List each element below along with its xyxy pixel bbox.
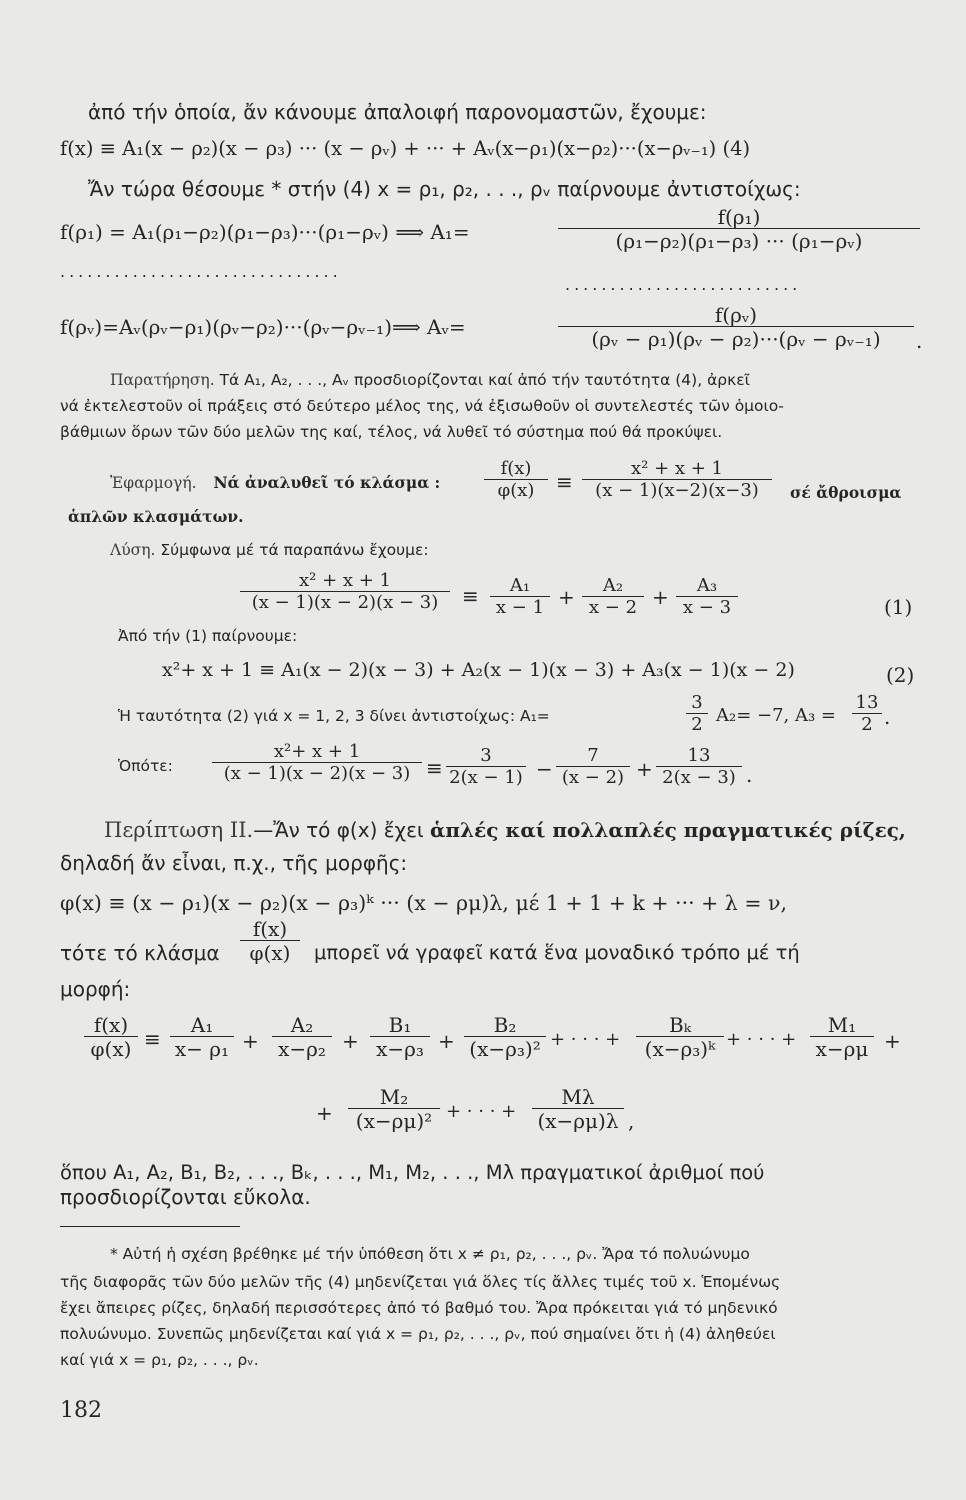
application-text: ἁπλῶν κλασμάτων. [68,507,244,526]
fraction-numerator: x² + x + 1 [630,458,724,479]
plus-sign: + [438,1029,455,1053]
fraction-a3 [676,576,738,618]
case-text: —Ἄν τό φ(x) ἔχει [253,818,424,842]
plus-sign: + [884,1029,901,1053]
fraction-numerator: 7 [587,745,599,766]
fraction-numerator: f(ρᵥ) [714,303,758,327]
equation-av: f(ρᵥ)=Aᵥ(ρᵥ−ρ₁)(ρᵥ−ρ₂)···(ρᵥ−ρᵥ₋₁)⟹ Aᵥ= [60,315,466,339]
text-line: προσδιορίζονται εὔκολα. [60,1185,311,1209]
fraction-numerator: f(ρ₁) [717,205,761,229]
fraction-numerator: 3 [480,745,492,766]
fraction-denominator: (x − 1)(x − 2)(x − 3) [240,591,450,613]
fraction-f-over-phi [240,918,300,964]
remark-line: νά ἐκτελεστοῦν οἱ πράξεις στό δεύτερο μέλος της, νά ἐξισωθοῦν οἱ συντελεστές τῶν ὁμοιο- [60,397,784,415]
fraction-denominator: (x−ρμ)λ [532,1108,624,1132]
fraction-term [656,746,742,788]
fraction-denominator: 2(x − 1) [446,766,526,788]
fraction-numerator: f(x) [500,458,532,479]
equiv-sign: ≡ [462,584,479,608]
fraction-a1 [558,206,920,252]
fraction-numerator: A₃ [696,575,718,596]
page-number: 182 [60,1398,102,1423]
fraction-denominator: x− ρ₁ [170,1036,234,1060]
case-line [104,818,906,842]
fraction-numerator: 13 [687,745,711,766]
fraction-numerator: Bₖ [669,1013,691,1037]
ellipsis-row: ............................... [60,262,342,281]
fraction-denominator: φ(x) [240,940,300,964]
ellipsis-row: .......................... [565,275,802,294]
fraction-numerator: 13 [855,692,879,713]
fraction-term [446,746,526,788]
fraction-numerator: f(x) [93,1013,129,1037]
fraction-lhs [240,571,450,613]
equation-4: f(x) ≡ A₁(x − ρ₂)(x − ρ₃) ··· (x − ρᵥ) + ··· + Aᵥ(x−ρ₁)(x−ρ₂)···(x−ρᵥ₋₁) (4) [60,137,751,160]
fraction-denominator: (x − 1)(x−2)(x−3) [582,479,772,501]
application-tail: σέ ἄθροισμα [790,483,902,502]
fraction-term [272,1014,332,1060]
application-line [110,474,440,493]
comma: , [628,1109,635,1133]
case-heading: Περίπτωση ΙΙ. [104,818,254,842]
application-heading: Ἐφαρμογή. [110,474,197,492]
fraction-denominator: (ρᵥ − ρ₁)(ρᵥ − ρ₂)···(ρᵥ − ρᵥ₋₁) [558,326,914,350]
ellipsis-plus: + · · · + [726,1029,797,1050]
fraction-numerator: A₂ [290,1013,314,1037]
fraction-term [532,1086,624,1132]
text-line: μπορεῖ νά γραφεῖ κατά ἕνα μοναδικό τρόπο μέ τή [314,941,800,964]
remark-text: Τά A₁, A₂, . . ., Aᵥ προσδιορίζονται καί ἀπό τήν ταυτότητα (4), ἀρκεῖ [219,371,750,389]
fraction-denominator: 2 [852,713,882,735]
fraction-term [170,1014,234,1060]
fraction-numerator: B₁ [388,1013,412,1037]
fraction-denominator: φ(x) [84,1036,138,1060]
fraction-denominator: x−ρ₂ [272,1036,332,1060]
fraction-denominator: x − 3 [676,596,738,618]
text-line: A₂= −7, A₃ = [716,705,837,726]
equation-tag: (2) [886,663,915,687]
text-line: δηλαδή ἄν εἶναι, π.χ., τῆς μορφῆς: [60,851,408,875]
solution-text: Σύμφωνα μέ τά παραπάνω ἔχουμε: [160,541,429,559]
fraction-numerator: f(x) [252,917,288,941]
fraction-denominator: (x − 1)(x − 2)(x − 3) [212,762,422,784]
plus-sign: + [342,1029,359,1053]
text-line: ὅπου A₁, A₂, B₁, B₂, . . ., Bₖ, . . ., M₁, M₂, . . ., Mλ πραγματικοί ἀριθμοί πού [60,1161,765,1184]
fraction-term [370,1014,430,1060]
fraction-a2 [582,576,644,618]
equation-a1: f(ρ₁) = A₁(ρ₁−ρ₂)(ρ₁−ρ₃)···(ρ₁−ρᵥ) ⟹ A₁= [60,220,470,244]
period: . [746,763,753,787]
fraction-f-over-phi [484,459,548,501]
fraction-term [464,1014,546,1060]
footnote-separator [60,1226,240,1227]
ellipsis-plus: + · · · + [550,1029,621,1050]
fraction-denominator: (ρ₁−ρ₂)(ρ₁−ρ₃) ··· (ρ₁−ρᵥ) [558,228,920,252]
fraction-numerator: M₁ [827,1013,857,1037]
fraction-application [582,459,772,501]
equation-tag: (1) [884,595,913,619]
equation-2: x²+ x + 1 ≡ A₁(x − 2)(x − 3) + A₂(x − 1)(x − 3) + A₃(x − 1)(x − 2) [162,659,795,681]
plus-sign: + [636,757,653,781]
fraction-numerator: A₁ [190,1013,214,1037]
equiv-sign: ≡ [144,1027,161,1051]
fraction-numerator: B₂ [493,1013,517,1037]
equiv-sign: ≡ [426,756,443,780]
fraction-numerator: x² + x + 1 [298,570,392,591]
footnote-line: * Αὐτή ἡ σχέση βρέθηκε μέ τήν ὑπόθεση ὅτι x ≠ ρ₁, ρ₂, . . ., ρᵥ. Ἄρα τό πολυώνυμο [110,1245,750,1263]
fraction-term [810,1014,874,1060]
text-line: μορφή: [60,977,131,1001]
period: . [884,705,891,729]
minus-sign: − [536,757,553,781]
footnote-line: πολυώνυμο. Συνεπῶς μηδενίζεται καί γιά x = ρ₁, ρ₂, . . ., ρᵥ, πού σημαίνει ὅτι ἡ (4) ἀληθεύει [60,1325,776,1343]
text-line: τότε τό κλάσμα [60,941,220,965]
fraction-denominator: 2 [686,713,708,735]
text-line: Ὁπότε: [118,757,173,775]
footnote-line: ἔχει ἄπειρες ρίζες, δηλαδή περισσότερες ἀπό τό βαθμό του. Ἄρα πρόκειται γιά τό μηδενικό [60,1299,778,1317]
fraction-denominator: x − 2 [582,596,644,618]
text-line: Ἄν τώρα θέσουμε * στήν (4) x = ρ₁, ρ₂, . . ., ρᵥ παίρνουμε ἀντιστοίχως: [88,177,801,201]
plus-sign: + [652,585,669,609]
fraction-a3-value [852,693,882,735]
fraction-term [348,1086,440,1132]
equiv-sign: ≡ [556,470,573,494]
application-text: Νά ἀναλυθεῖ τό κλάσμα : [213,473,441,492]
fraction-av [558,304,914,350]
fraction-denominator: φ(x) [484,479,548,501]
fraction-denominator: (x−ρ₃)ᵏ [636,1036,724,1060]
fraction-numerator: Mλ [561,1085,595,1109]
plus-sign: + [316,1101,333,1125]
fraction-f-over-phi [84,1014,138,1060]
text-line: ἀπό τήν ὁποία, ἄν κάνουμε ἀπαλοιφή παρονομαστῶν, ἔχουμε: [88,100,707,124]
solution-line [110,542,429,560]
fraction-a1 [490,576,550,618]
solution-heading: Λύση. [110,541,156,559]
remark-line [110,372,750,390]
plus-sign: + [558,585,575,609]
remark-heading: Παρατήρηση. [110,371,215,389]
fraction-denominator: (x−ρμ)² [348,1108,440,1132]
fraction-denominator: 2(x − 3) [656,766,742,788]
fraction-denominator: (x − 2) [556,766,630,788]
fraction-numerator: 3 [691,692,703,713]
fraction-numerator: M₂ [379,1085,409,1109]
plus-sign: + [242,1029,259,1053]
fraction-term [556,746,630,788]
fraction-numerator: A₁ [509,575,531,596]
fraction-term [636,1014,724,1060]
fraction-numerator: x²+ x + 1 [273,741,361,762]
fraction-a1-value [686,693,708,735]
fraction-denominator: (x−ρ₃)² [464,1036,546,1060]
fraction-denominator: x−ρ₃ [370,1036,430,1060]
text-line: Ἀπό τήν (1) παίρνουμε: [118,627,298,645]
fraction-lhs [212,742,422,784]
text-line: Ἡ ταυτότητα (2) γιά x = 1, 2, 3 δίνει ἀντιστοίχως: A₁= [118,707,550,725]
footnote-line: τῆς διαφορᾶς τῶν δύο μελῶν τῆς (4) μηδενίζεται γιά ὅλες τίς ἄλλες τιμές τοῦ x. Ἑπομένως [60,1273,781,1291]
equation-phi: φ(x) ≡ (x − ρ₁)(x − ρ₂)(x − ρ₃)ᵏ ··· (x − ρμ)λ, μέ 1 + 1 + k + ··· + λ = ν, [60,891,787,915]
case-emphasis: ἁπλές καί πολλαπλές πραγματικές ρίζες, [430,818,906,842]
fraction-numerator: A₂ [602,575,624,596]
period: . [916,329,923,353]
ellipsis-plus: + · · · + [446,1101,517,1122]
footnote-line: καί γιά x = ρ₁, ρ₂, . . ., ρᵥ. [60,1351,259,1369]
remark-line: βάθμιων ὅρων τῶν δύο μελῶν της καί, τέλος, νά λυθεῖ τό σύστημα πού θά προκύψει. [60,423,723,441]
fraction-denominator: x − 1 [490,596,550,618]
fraction-denominator: x−ρμ [810,1036,874,1060]
